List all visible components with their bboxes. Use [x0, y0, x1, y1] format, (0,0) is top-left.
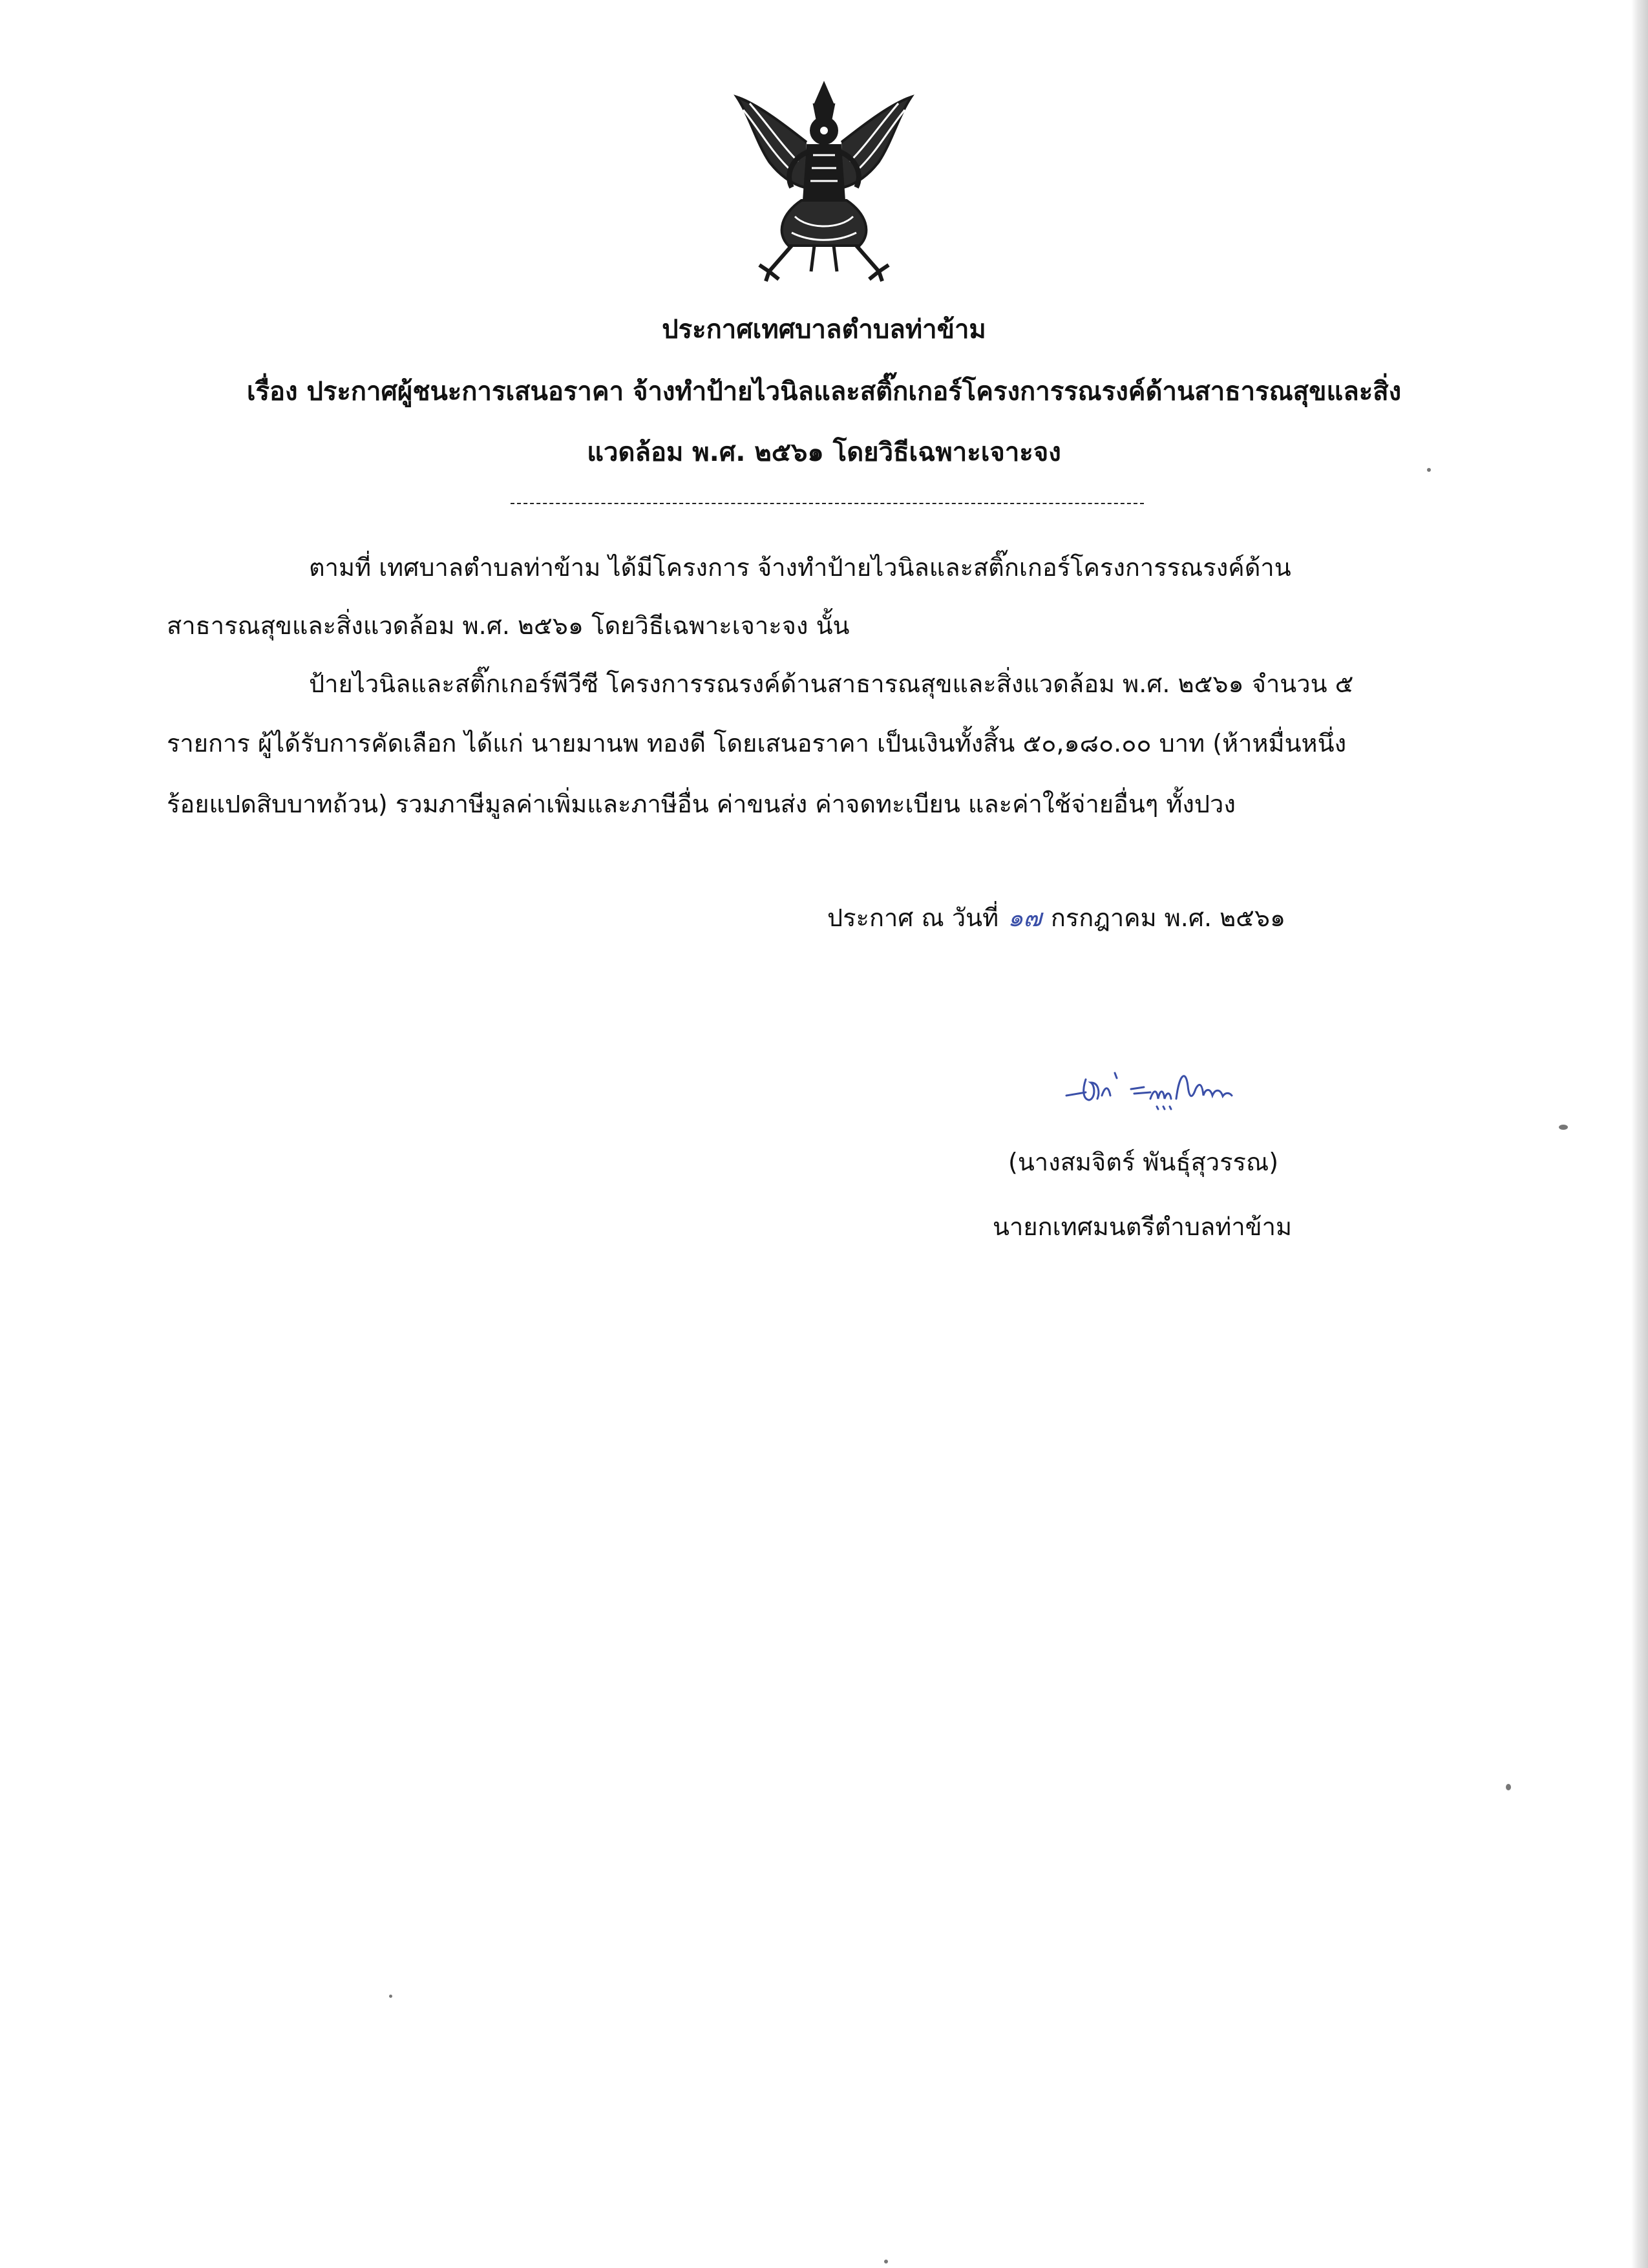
- scan-speck: [1506, 1784, 1511, 1790]
- announcement-date: [827, 900, 1285, 936]
- scan-speck: [884, 2260, 888, 2263]
- signature-icon: [1060, 1060, 1254, 1118]
- scan-speck: [1559, 1125, 1568, 1130]
- garuda-emblem-icon: [730, 78, 918, 284]
- divider-line: [511, 503, 1144, 504]
- date-month-year: กรกฎาคม พ.ศ. ๒๕๖๑: [1050, 904, 1286, 932]
- paragraph1-line2: สาธารณสุขและสิ่งแวดล้อม พ.ศ. ๒๕๖๑ โดยวิธีเฉพาะเจาะจง นั้น: [167, 611, 850, 640]
- date-day-handwritten: ๑๗: [1008, 904, 1042, 932]
- announcement-heading: ประกาศเทศบาลตำบลท่าข้าม: [662, 315, 986, 344]
- date-prefix: ประกาศ ณ วันที่: [827, 904, 999, 932]
- subject-heading-line2: แวดล้อม พ.ศ. ๒๕๖๑ โดยวิธีเฉพาะเจาะจง: [587, 438, 1061, 467]
- paragraph2-line3: ร้อยแปดสิบบาทถ้วน) รวมภาษีมูลค่าเพิ่มและภาษีอื่น ค่าขนส่ง ค่าจดทะเบียน และค่าใช้จ่ายอื่นๆ ทั้งปวง: [167, 790, 1236, 818]
- scan-speck: [389, 1995, 392, 1998]
- signer-name: (นางสมจิตร์ พันธุ์สุวรรณ): [1008, 1148, 1279, 1176]
- paragraph1-line1: ตามที่ เทศบาลตำบลท่าข้าม ได้มีโครงการ จ้างทำป้ายไวนิลและสติ๊กเกอร์โครงการรณรงค์ด้าน: [309, 553, 1291, 582]
- scan-speck: [1427, 468, 1431, 472]
- signer-title: นายกเทศมนตรีตำบลท่าข้าม: [993, 1213, 1293, 1241]
- paragraph2-line1: ป้ายไวนิลและสติ๊กเกอร์พีวีซี โครงการรณรงค์ด้านสาธารณสุขและสิ่งแวดล้อม พ.ศ. ๒๕๖๑ จำนวน ๕: [309, 670, 1354, 698]
- subject-heading-line1: เรื่อง ประกาศผู้ชนะการเสนอราคา จ้างทำป้ายไวนิลและสติ๊กเกอร์โครงการรณรงค์ด้านสาธารณสุขและสิ่ง: [246, 377, 1402, 407]
- scan-page-edge: [1631, 0, 1648, 2268]
- paragraph2-line2: รายการ ผู้ได้รับการคัดเลือก ได้แก่ นายมานพ ทองดี โดยเสนอราคา เป็นเงินทั้งสิ้น ๕๐,๑๘๐.๐๐ บาท (ห้าหมื่นหนึ่ง: [167, 729, 1347, 758]
